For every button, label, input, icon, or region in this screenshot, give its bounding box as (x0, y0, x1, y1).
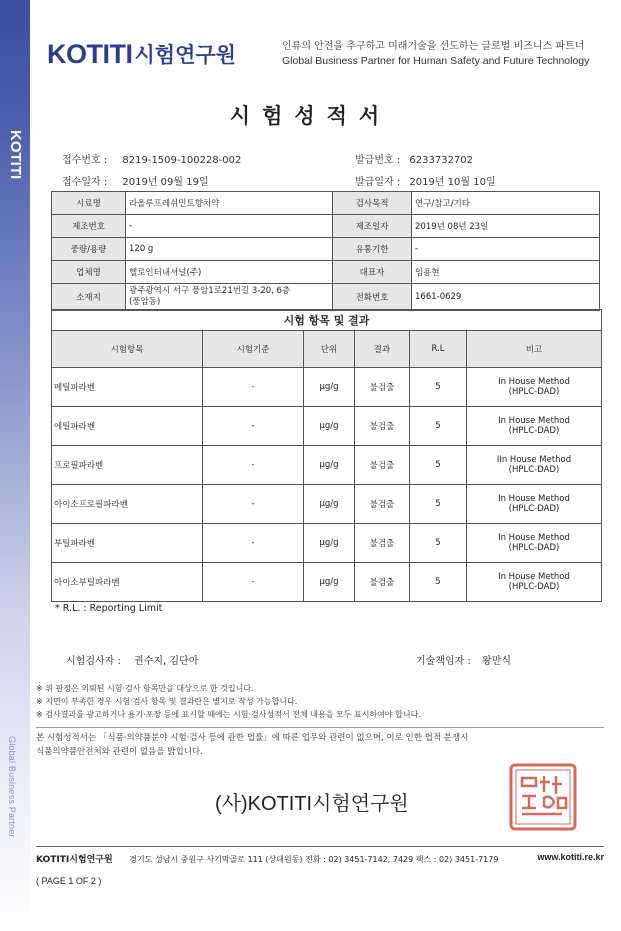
info-value: 임용현 (412, 261, 600, 284)
info-label: 제조번호 (52, 215, 126, 238)
cell-rl: 5 (410, 368, 467, 407)
table-row (52, 407, 602, 446)
info-value-address (126, 284, 333, 311)
address-line-1: 광주광역시 서구 풍암1로21번길 3-20, 6층 (129, 286, 291, 296)
tester-value: 권수지, 김단아 (134, 656, 199, 667)
note-method: In House Method (498, 533, 570, 543)
official-seal-icon (508, 762, 578, 832)
cell-rl: 5 (410, 563, 467, 602)
cell-note (467, 446, 602, 485)
table-row (52, 563, 602, 602)
tagline (282, 40, 589, 68)
footer (36, 852, 604, 865)
legal-line: 식품의약품안전처와 관련이 없음을 밝힙니다. (36, 747, 203, 757)
table-row (52, 446, 602, 485)
issue-no (355, 151, 473, 166)
reporting-limit-footnote: * R.L. : Reporting Limit (55, 603, 163, 614)
note-line: ※ 지면이 부족한 경우 시험·검사 항목 및 결과란은 별지로 작성 가능합니다. (36, 697, 298, 706)
cell-item: 아이소부틸파라벤 (52, 563, 203, 602)
cell-std: - (203, 446, 304, 485)
cell-unit: μg/g (304, 563, 355, 602)
manager-label: 기술책임자 : (416, 656, 471, 667)
info-label: 대표자 (333, 261, 412, 284)
cell-note (467, 563, 602, 602)
cell-note (467, 524, 602, 563)
sample-info-table (51, 191, 600, 311)
col-header: 결과 (355, 331, 410, 368)
cell-rl: 5 (410, 446, 467, 485)
logo-text: KOTITI (47, 38, 133, 69)
cell-unit: μg/g (304, 485, 355, 524)
info-label: 검사목적 (333, 192, 412, 215)
receipt-no-label: 접수번호 : (62, 155, 108, 166)
side-logo (7, 128, 27, 198)
note-line: ※ 위 판정은 의뢰된 시험·검사 항목만을 대상으로 한 것입니다. (36, 684, 254, 693)
cell-note (467, 368, 602, 407)
info-row (52, 192, 600, 215)
issue-no-label: 발급번호 : (355, 155, 401, 166)
note-instrument: (HPLC-DAD) (508, 504, 560, 514)
cell-item: 메틸파라벤 (52, 368, 203, 407)
logo-kr: 시험연구원 (134, 44, 236, 67)
cell-result: 불검출 (355, 524, 410, 563)
divider (36, 727, 604, 728)
receipt-date (62, 173, 209, 188)
cell-note (467, 407, 602, 446)
tester (66, 652, 198, 667)
results-table (51, 330, 602, 602)
info-value: 120 g (126, 238, 333, 261)
cell-rl: 5 (410, 407, 467, 446)
cell-result: 불검출 (355, 446, 410, 485)
side-vertical-text: Global Business Partner (7, 736, 17, 838)
info-label: 유통기한 (333, 238, 412, 261)
note-method: In House Method (498, 377, 570, 387)
tagline-kr: 인류의 안전을 추구하고 미래기술을 선도하는 글로벌 비즈니스 파트너 (282, 41, 585, 52)
page-number: ( PAGE 1 OF 2 ) (36, 876, 102, 886)
cell-unit: μg/g (304, 368, 355, 407)
info-row (52, 215, 600, 238)
cell-result: 불검출 (355, 485, 410, 524)
footer-address: 경기도 성남시 중원구 사기막골로 111 (상대원동) 전화 : 02) 3451-7142, 7429 팩스 : 02) 3451-7179 (129, 855, 499, 864)
address-line-2: (풍암동) (129, 297, 161, 307)
cell-note (467, 485, 602, 524)
info-row (52, 238, 600, 261)
cell-item: 부틸파라벤 (52, 524, 203, 563)
notes (36, 682, 421, 721)
note-method: In House Method (498, 494, 570, 504)
cell-result: 불검출 (355, 407, 410, 446)
issue-no-value: 6233732702 (409, 155, 474, 166)
note-instrument: (HPLC-DAD) (508, 543, 560, 553)
cell-std: - (203, 368, 304, 407)
info-label: 전화번호 (333, 284, 412, 311)
organization-name: (사)KOTITI시험연구원 (215, 793, 409, 815)
note-method: In House Method (498, 416, 570, 426)
note-line: ※ 검사결과를 광고하거나 용기·포장 등에 표시할 때에는 시험·검사성적서 전체 내용을 모두 표시하여야 합니다. (36, 710, 421, 719)
note-instrument: (HPLC-DAD) (508, 582, 560, 592)
receipt-no-value: 8219-1509-100228-002 (122, 155, 242, 166)
col-header: 비고 (467, 331, 602, 368)
issue-date (355, 173, 496, 188)
note-instrument: (HPLC-DAD) (508, 465, 560, 475)
info-label: 소재지 (52, 284, 126, 311)
info-label: 시료명 (52, 192, 126, 215)
info-label: 제조일자 (333, 215, 412, 238)
cell-rl: 5 (410, 524, 467, 563)
cell-unit: μg/g (304, 524, 355, 563)
footer-website: www.kotiti.re.kr (537, 852, 604, 862)
note-method: IIn House Method (496, 455, 572, 465)
col-header: 시험항목 (52, 331, 203, 368)
cell-std: - (203, 524, 304, 563)
col-header: 단위 (304, 331, 355, 368)
cell-rl: 5 (410, 485, 467, 524)
footer-org-name: KOTITI시험연구원 (36, 855, 113, 865)
info-value: 라올루프레쉬민트향치약 (126, 192, 333, 215)
receipt-date-value: 2019년 09월 19일 (122, 177, 209, 188)
document-title: 시험성적서 (229, 104, 392, 128)
issue-date-value: 2019년 10월 10일 (409, 177, 496, 188)
cell-std: - (203, 563, 304, 602)
info-value: - (412, 238, 600, 261)
info-value: 2019년 08년 23일 (412, 215, 600, 238)
cell-unit: μg/g (304, 446, 355, 485)
legal-notice (36, 731, 468, 759)
side-logo-text: KOTITI (7, 130, 24, 180)
table-row (52, 485, 602, 524)
cell-item: 에틸파라벤 (52, 407, 203, 446)
note-instrument: (HPLC-DAD) (508, 387, 560, 397)
col-header: R.L (410, 331, 467, 368)
info-label: 중량/용량 (52, 238, 126, 261)
cell-item: 프로필파라벤 (52, 446, 203, 485)
results-header-row (52, 331, 602, 368)
info-value: 1661-0629 (412, 284, 600, 311)
tech-manager (416, 652, 511, 667)
cell-std: - (203, 485, 304, 524)
cell-unit: μg/g (304, 407, 355, 446)
results-section-title: 시험 항목 및 결과 (51, 309, 602, 331)
note-instrument: (HPLC-DAD) (508, 426, 560, 436)
cell-std: - (203, 407, 304, 446)
issue-date-label: 발급일자 : (355, 177, 401, 188)
footer-divider (36, 846, 604, 847)
manager-value: 왕만식 (482, 656, 512, 667)
receipt-no (62, 151, 241, 166)
note-method: In House Method (498, 572, 570, 582)
tester-label: 시험검사자 : (66, 656, 121, 667)
info-row (52, 284, 600, 311)
header-logo (47, 38, 236, 70)
table-row (52, 524, 602, 563)
info-value: - (126, 215, 333, 238)
cell-result: 불검출 (355, 563, 410, 602)
info-label: 업체명 (52, 261, 126, 284)
col-header: 시험기준 (203, 331, 304, 368)
legal-line: 본 시험성적서는 「식품·의약품분야 시험·검사 등에 관한 법률」에 따른 업무와 관련이 없으며, 이로 인한 법적 분쟁시 (36, 733, 469, 743)
info-value: 헬로인터내셔널(주) (126, 261, 333, 284)
cell-result: 불검출 (355, 368, 410, 407)
cell-item: 아이소프로필파라벤 (52, 485, 203, 524)
table-row (52, 368, 602, 407)
tagline-en: Global Business Partner for Human Safety and Future Technology (282, 55, 590, 67)
info-value: 연구/참고/기타 (412, 192, 600, 215)
receipt-date-label: 접수일자 : (62, 177, 108, 188)
info-row (52, 261, 600, 284)
